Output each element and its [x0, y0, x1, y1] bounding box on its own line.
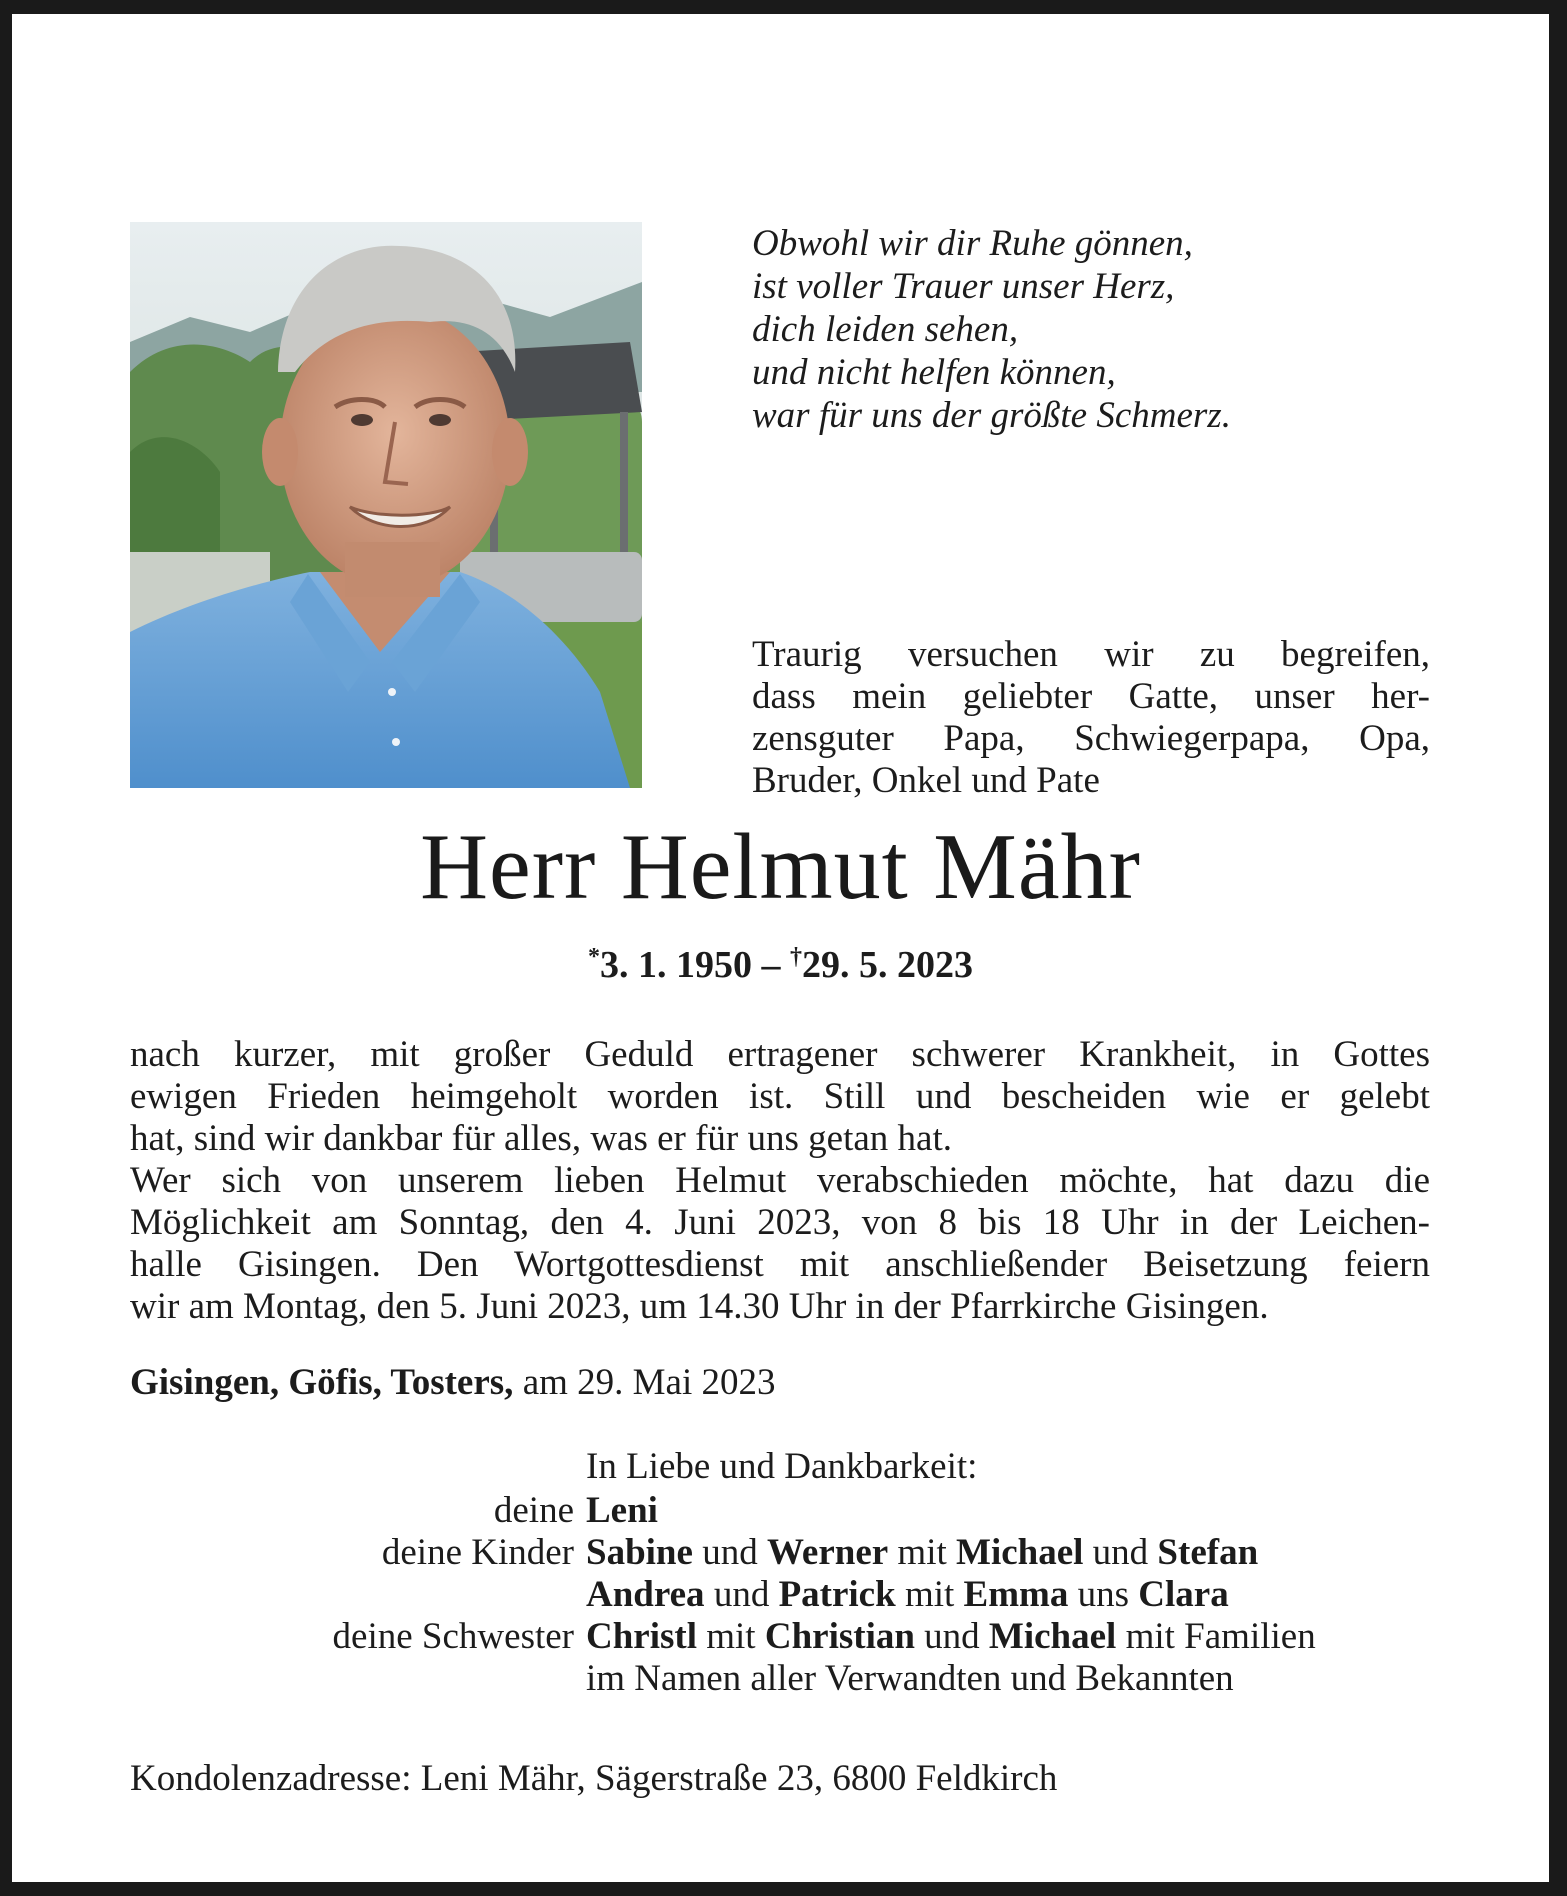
intro-text — [752, 634, 1430, 802]
signer-relation: deine Schwester — [332, 1616, 574, 1657]
signer-relation — [130, 1574, 586, 1616]
body-line: ewigen Frieden heimgeholt worden ist. Still und bescheiden wie er gelebt — [130, 1076, 1430, 1117]
signer-name: Werner — [766, 1532, 889, 1573]
date-separator: – — [752, 944, 790, 986]
body-text — [130, 1034, 1430, 1328]
body-line: wir am Montag, den 5. Juni 2023, um 14.30 Uhr in der Pfarrkirche Gisingen. — [130, 1286, 1269, 1327]
poem-line: war für uns der größte Schmerz. — [752, 395, 1231, 436]
signer-row — [130, 1658, 1430, 1700]
poem-line: dich leiden sehen, — [752, 309, 1019, 350]
poem — [752, 222, 1472, 437]
signers-list — [130, 1490, 1430, 1700]
signer-name: Emma — [963, 1574, 1069, 1615]
deceased-name: Herr Helmut Mähr — [420, 815, 1141, 919]
death-date: 29. 5. 2023 — [802, 944, 973, 986]
signer-connector: und — [692, 1532, 767, 1573]
poem-line: Obwohl wir dir Ruhe gönnen, — [752, 223, 1193, 264]
signer-name: Sabine — [586, 1532, 693, 1573]
signer-connector: mit — [888, 1532, 957, 1573]
signer-names — [586, 1658, 1234, 1700]
portrait-illustration — [130, 222, 642, 788]
place-and-date — [130, 1362, 1430, 1404]
portrait-photo — [130, 222, 642, 788]
poem-line: und nicht helfen können, — [752, 352, 1116, 393]
signer-row — [130, 1616, 1430, 1658]
body-line: Wer sich von unserem lieben Helmut verabschieden möchte, hat dazu die — [130, 1160, 1430, 1201]
signer-relation: deine Kinder — [381, 1532, 574, 1573]
signer-name: Michael — [956, 1532, 1084, 1573]
birth-symbol: * — [588, 944, 600, 970]
signer-names — [586, 1490, 658, 1532]
body-line: halle Gisingen. Den Wortgottesdienst mit anschließender Beisetzung feiern — [130, 1244, 1430, 1285]
obituary-page — [12, 14, 1549, 1882]
signer-name: Stefan — [1157, 1532, 1259, 1573]
body-line: hat, sind wir dankbar für alles, was er für uns getan hat. — [130, 1118, 952, 1159]
signer-name: Christl — [586, 1616, 697, 1657]
signer-row — [130, 1490, 1430, 1532]
signer-connector: uns — [1068, 1574, 1139, 1615]
signer-connector: und — [704, 1574, 779, 1615]
signer-names — [586, 1574, 1229, 1616]
signer-name: Clara — [1138, 1574, 1229, 1615]
signer-relation: deine — [493, 1490, 574, 1531]
birth-date: 3. 1. 1950 — [600, 944, 752, 986]
signer-connector: und — [914, 1616, 989, 1657]
body-line: Möglichkeit am Sonntag, den 4. Juni 2023, von 8 bis 18 Uhr in der Leichen- — [130, 1202, 1430, 1243]
intro-line: Traurig versuchen wir zu begreifen, — [752, 634, 1430, 675]
intro-line: dass mein geliebter Gatte, unser her- — [752, 676, 1430, 717]
signer-connector: mit — [697, 1616, 765, 1657]
signer-connector: mit Familien — [1116, 1616, 1316, 1657]
condolence-address: Kondolenzadresse: Leni Mähr, Sägerstraße 23, 6800 Feldkirch — [130, 1758, 1058, 1799]
signer-relation — [130, 1658, 586, 1700]
signer-connector: und — [1083, 1532, 1158, 1573]
signer-name: Andrea — [586, 1574, 705, 1615]
signer-names — [586, 1616, 1316, 1658]
death-symbol: † — [790, 944, 802, 970]
intro-line: Bruder, Onkel und Pate — [752, 760, 1100, 801]
signer-names — [586, 1532, 1258, 1574]
body-line: nach kurzer, mit großer Geduld ertragener schwerer Krankheit, in Gottes — [130, 1034, 1430, 1075]
signer-connector: im Namen aller Verwandten und Bekannten — [586, 1658, 1234, 1699]
poem-line: ist voller Trauer unser Herz, — [752, 266, 1175, 307]
signer-connector: mit — [895, 1574, 964, 1615]
signer-name: Leni — [586, 1490, 658, 1531]
place-date: am 29. Mai 2023 — [513, 1362, 776, 1403]
signer-name: Michael — [988, 1616, 1117, 1657]
signer-row — [130, 1574, 1430, 1616]
signer-name: Christian — [764, 1616, 915, 1657]
life-dates — [12, 935, 1549, 987]
place-locations: Gisingen, Göfis, Tosters, — [130, 1362, 514, 1403]
signers-heading: In Liebe und Dankbarkeit: — [586, 1446, 978, 1487]
signer-row — [130, 1532, 1430, 1574]
signer-name: Patrick — [778, 1574, 896, 1615]
intro-line: zensguter Papa, Schwiegerpapa, Opa, — [752, 718, 1430, 759]
